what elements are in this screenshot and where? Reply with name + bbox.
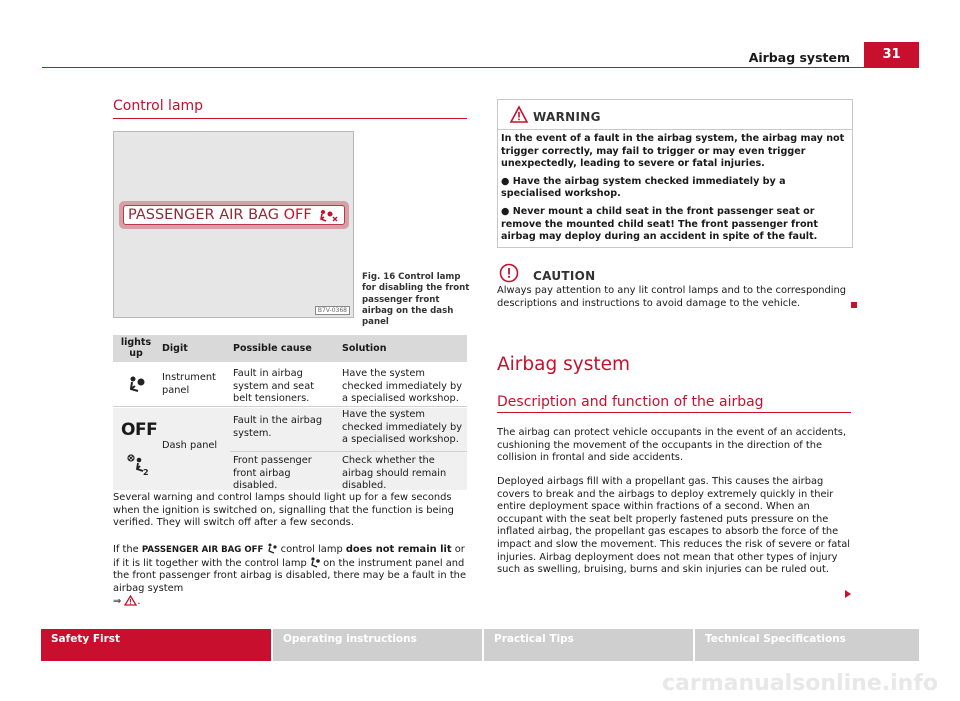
warning-header: [498, 100, 852, 130]
row2-digit: Dash panel: [162, 440, 218, 451]
figure-code: B7V-0368: [315, 306, 350, 315]
tab-technical-specifications[interactable]: Technical Specifications: [695, 629, 919, 661]
svg-text:2: 2: [143, 468, 149, 477]
running-header-title: Airbag system: [748, 50, 850, 65]
off-lamp-text: OFF: [121, 420, 158, 440]
section-subheading: Description and function of the airbag: [497, 394, 764, 410]
reference-arrow: ⇒: [113, 596, 122, 607]
lamp-label: PASSENGER AIR BAG OFF: [141, 545, 264, 555]
row2-solution: Have the system checked immediately by a specialised workshop.: [342, 409, 462, 445]
plaque-off-text: OFF: [283, 207, 312, 223]
tab-safety-first[interactable]: Safety First: [41, 629, 271, 661]
text-run: control lamp: [280, 544, 343, 555]
row1-cause: Fault in airbag system and seat belt tensioners.: [233, 368, 315, 404]
tab-operating-instructions[interactable]: Operating instructions: [273, 629, 482, 661]
continue-arrow-icon: [843, 589, 853, 599]
tab-practical-tips[interactable]: Practical Tips: [484, 629, 693, 661]
figure-caption: Fig. 16 Control lamp for disabling the front passenger front airbag on the dash panel: [362, 272, 470, 328]
page-number: 31: [864, 42, 919, 68]
caution-text: Always pay attention to any lit control lamps and to the corresponding descriptions and instructions to avoid damage to the vehicle.: [497, 285, 847, 309]
col-header-solution: Solution: [342, 343, 387, 354]
table-row: [113, 365, 467, 407]
caution-title: CAUTION: [533, 269, 596, 283]
airbag-icon: [310, 557, 320, 568]
row2-cause: Fault in the airbag system.: [233, 415, 323, 439]
warning-bullet: ● Have the airbag system checked immediately by a specialised workshop.: [501, 175, 786, 200]
body-paragraph: Several warning and control lamps should light up for a few seconds when the ignition is switched on, signalling that the function is being verified. They will switch off after a few seconds.: [113, 492, 454, 528]
caution-icon: [499, 263, 519, 283]
airbag-off-icon: [318, 209, 338, 223]
section-rule: [113, 118, 467, 119]
plaque-text: PASSENGER AIR BAG: [128, 207, 279, 223]
warning-title: WARNING: [533, 110, 601, 124]
text-run: or if it is lit together with the control lamp: [113, 544, 465, 569]
watermark: carmanualsonline.info: [662, 671, 938, 696]
passenger-airbag-off-plaque: [119, 201, 349, 229]
warning-box: [497, 99, 853, 248]
end-marker: [851, 302, 857, 308]
bold-text: does not remain lit: [345, 544, 452, 555]
warning-text: In the event of a fault in the airbag system, the airbag may not trigger correctly, may fail to trigger or may even trigger unexpectedly, leading to severe or fatal injuries.: [501, 133, 845, 170]
col-header-possible-cause: Possible cause: [233, 343, 312, 354]
row3-cause: Front passenger front airbag disabled.: [233, 455, 312, 491]
row1-solution: Have the system checked immediately by a specialised workshop.: [342, 368, 462, 404]
body-paragraph: The airbag can protect vehicle occupants in the event of an accidents, cushioning the movement of the occupants in the direction of the collision in frontal and side accidents.: [497, 427, 846, 464]
text-run: If the: [113, 544, 139, 555]
col-header-digit: Digit: [162, 343, 188, 354]
subheading-rule: [497, 412, 851, 413]
airbag-warning-icon: [127, 375, 147, 395]
chapter-heading: Airbag system: [497, 354, 630, 375]
text-run: on the instrument panel and the front passenger front airbag is disabled, there may be a fault in the airbag system: [113, 557, 467, 594]
row-divider: [230, 451, 467, 452]
warning-body: [501, 133, 849, 249]
section-title-control-lamp: Control lamp: [113, 98, 204, 114]
warning-triangle-icon[interactable]: [124, 595, 137, 606]
passenger-airbag-off-icon: [126, 454, 148, 476]
warning-triangle-icon: [510, 106, 528, 123]
airbag-off-icon: [267, 543, 278, 554]
bullet-icon: ●: [501, 175, 513, 187]
body-paragraph: Deployed airbags fill with a propellant gas. This causes the airbag covers to break and the airbags to deploy extremely quickly in their entire deployment space within fractions of a second. When an occupant with the seat belt properly fastened puts pressure on the inflated airbag, the propellant gas escapes to absorb the force of the impact and slow the movement. This reduces the risk of severe or fatal injuries. Airbag deployment does not mean that other types of injury such as swelling, bruising, burns and skin injuries can be ruled out.: [497, 476, 851, 576]
figure-control-lamp: [113, 131, 354, 318]
header-rule: [42, 67, 919, 68]
col-header-lights-up: lights up: [120, 337, 152, 359]
control-lamp-table: [113, 335, 467, 491]
bullet-icon: ●: [501, 205, 513, 217]
row3-solution: Check whether the airbag should remain disabled.: [342, 455, 447, 491]
warning-bullet: ● Never mount a child seat in the front passenger seat or remove the mounted child seat! The front passenger front airbag may deploy during an accident in spite of the fault.: [501, 205, 818, 243]
table-header: [113, 335, 467, 362]
body-paragraph-lamp: If the PASSENGER AIR BAG OFF control lamp does not remain lit or if it is lit together with the control lamp on the instrument panel and the front passenger front airbag is disabled, there may be a fault in the airbag system ⇒ .: [113, 544, 467, 607]
table-row: [113, 408, 467, 490]
row1-digit: Instrument panel: [162, 372, 216, 396]
